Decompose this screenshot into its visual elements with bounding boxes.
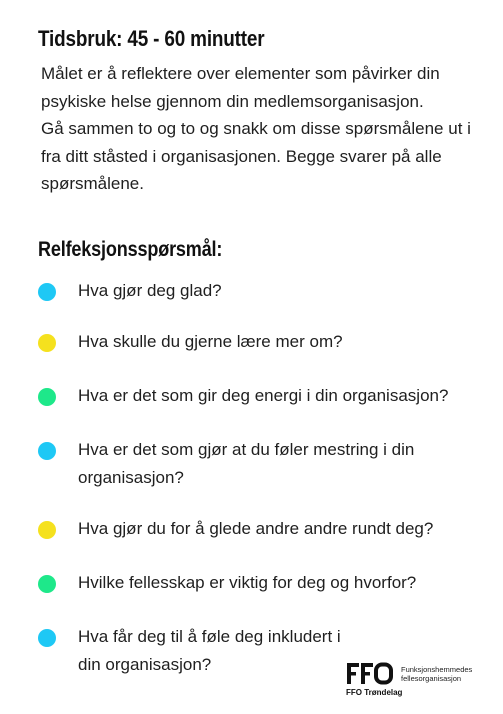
ffo-logo <box>346 660 496 704</box>
question-text: Hva gjør deg glad? <box>78 281 222 300</box>
bullet-dot-icon <box>38 521 56 539</box>
logo-sub-label: FFO Trøndelag <box>346 688 403 697</box>
intro-paragraph-1: Målet er å reflektere over elementer som påvirker din psykiske helse gjennom din medlemsorganisasjon. <box>41 64 440 111</box>
ffo-logo-icon <box>346 660 394 688</box>
intro-paragraph-2: Gå sammen to og to og snakk om disse spørsmålene ut i fra ditt ståsted i organisasjonen. Begge svarer på alle spørsmålene. <box>41 119 471 193</box>
bullet-dot-icon <box>38 283 56 301</box>
question-text: Hva får deg til å føle deg inkludert i din organisasjon? <box>78 627 341 674</box>
question-text: Hva gjør du for å glede andre andre rundt deg? <box>78 519 434 538</box>
bullet-dot-icon <box>38 629 56 647</box>
bullet-dot-icon <box>38 442 56 460</box>
question-text: Hva skulle du gjerne lære mer om? <box>78 332 343 351</box>
bullet-dot-icon <box>38 388 56 406</box>
question-text: Hva er det som gjør at du føler mestring i din organisasjon? <box>78 440 415 487</box>
logo-text <box>401 665 496 683</box>
logo-text-line-2: fellesorganisasjon <box>401 674 462 683</box>
page-title: Tidsbruk: 45 - 60 minutter <box>38 26 265 51</box>
question-text: Hvilke fellesskap er viktig for deg og hvorfor? <box>78 573 417 592</box>
question-text: Hva er det som gir deg energi i din organisasjon? <box>78 386 449 405</box>
bullet-dot-icon <box>38 575 56 593</box>
logo-text-line-1: Funksjonshemmedes <box>401 665 473 674</box>
reflection-heading: Relfeksjonsspørsmål: <box>38 238 223 261</box>
bullet-dot-icon <box>38 334 56 352</box>
